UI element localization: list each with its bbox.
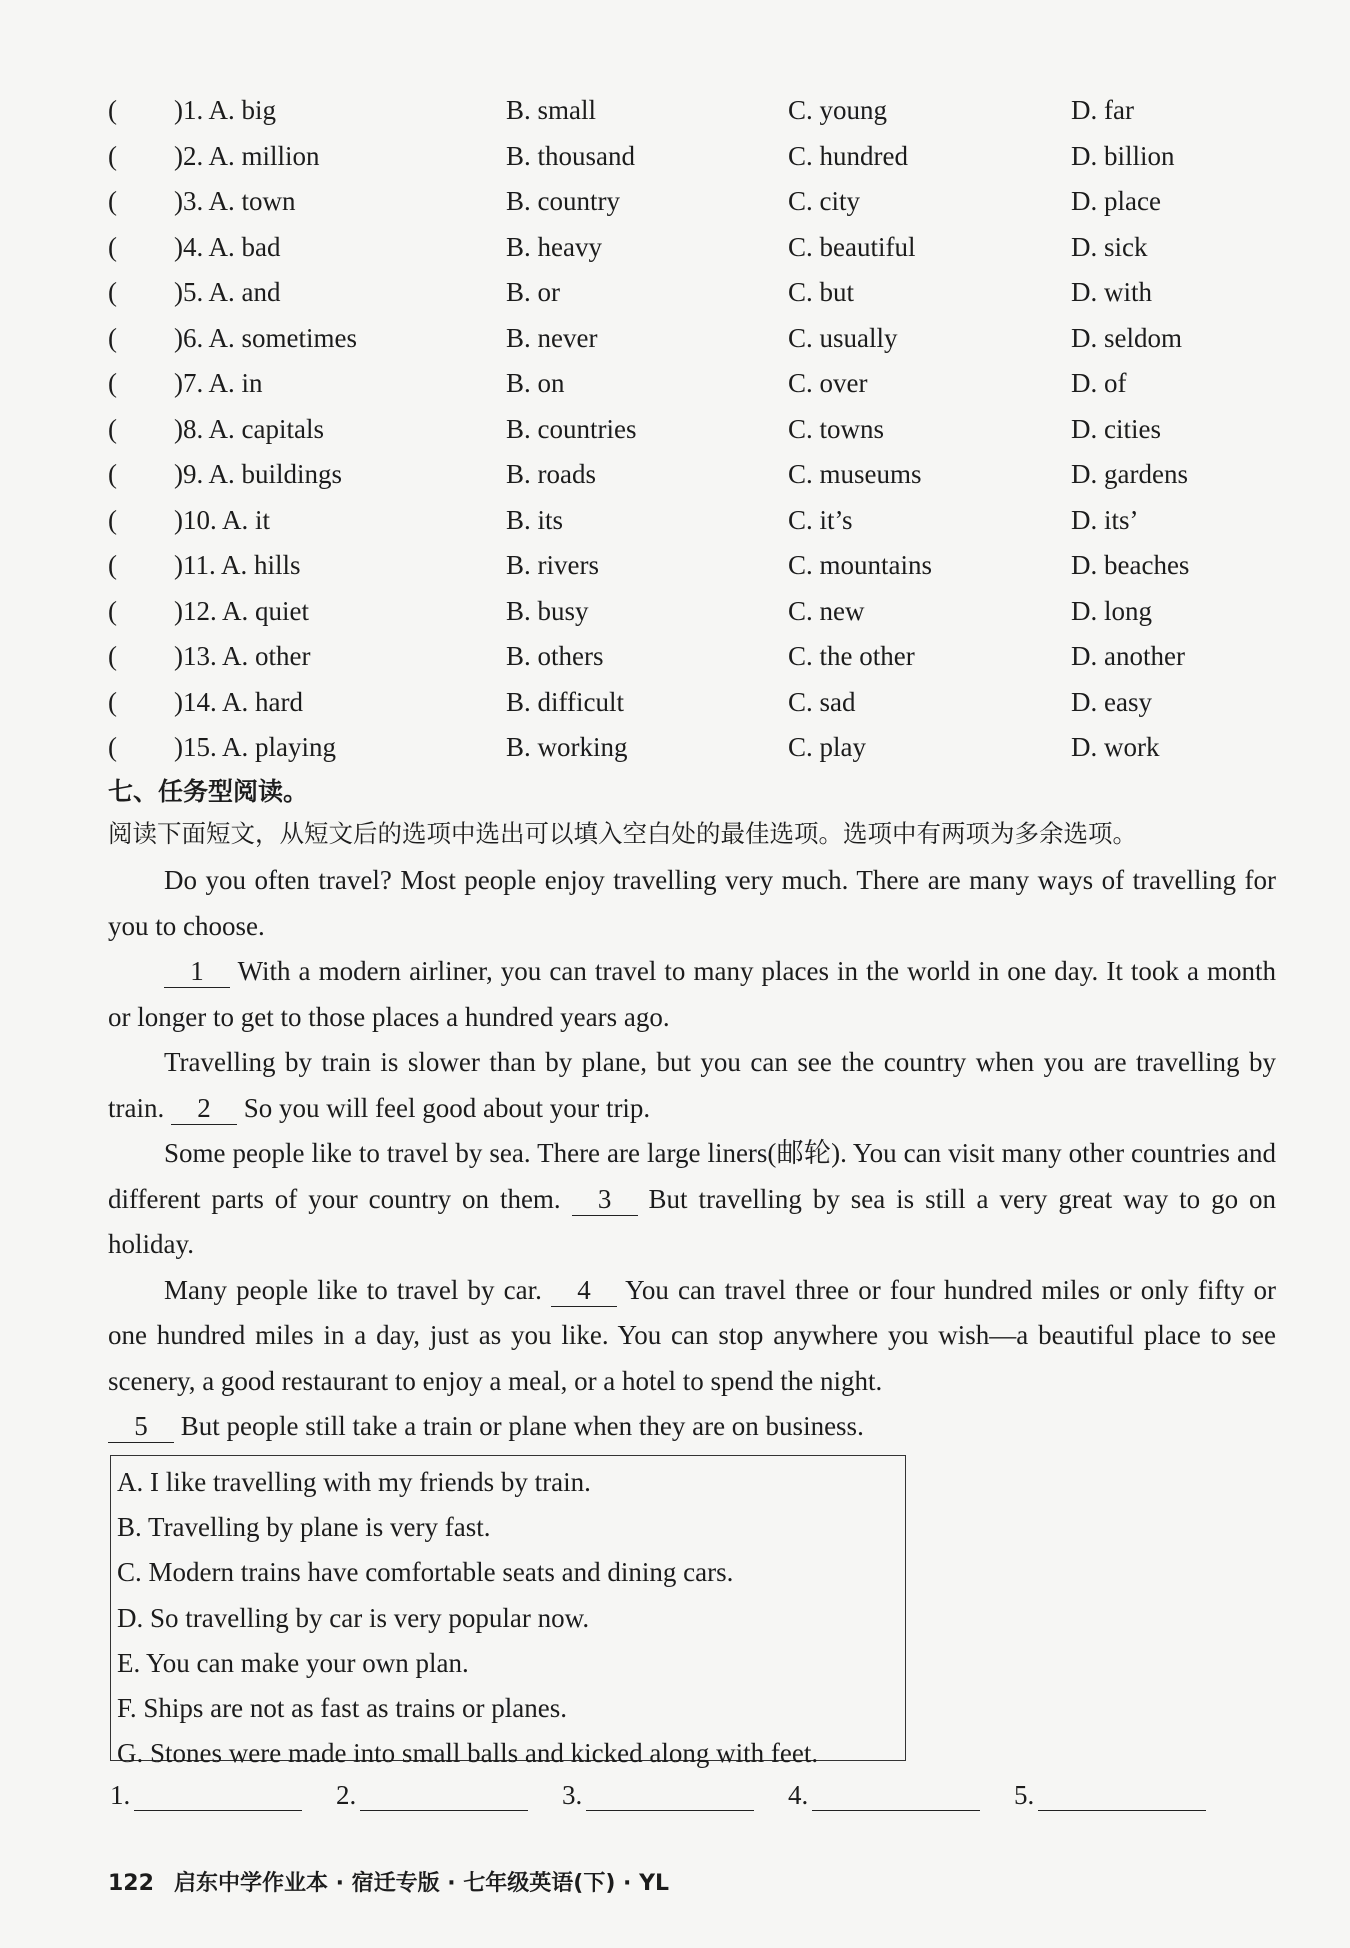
option-b-label: B. difficult — [506, 686, 624, 717]
option-a-label: )1. A. big — [174, 95, 277, 125]
answer-paren[interactable]: ( — [108, 368, 117, 398]
passage-text: You can travel three or four hundred miles or only fifty or one hundred miles in a day, just as you like. You can stop anywhere you wish—a beautiful place to see scenery, a good restaurant to enjoy a meal, or a hotel to spend the night. — [108, 1274, 1276, 1396]
answer-line[interactable] — [586, 1784, 754, 1811]
option-b-label: B. small — [506, 95, 597, 125]
option-c-label: C. sad — [788, 686, 856, 717]
answer-slot-5[interactable] — [1014, 1780, 1206, 1811]
option-a: A. I like travelling with my friends by train. — [117, 1467, 591, 1497]
option-d-label: D. cities — [1071, 413, 1161, 444]
passage-paragraph-2 — [108, 949, 1276, 1040]
option-d-label: D. of — [1071, 368, 1127, 398]
option-a-label: )3. A. town — [174, 186, 296, 216]
passage-paragraph-6 — [108, 1404, 1276, 1450]
answer-line[interactable] — [134, 1784, 302, 1811]
reading-passage — [108, 858, 1276, 1450]
question-row — [108, 725, 1308, 771]
option-c: C. Modern trains have comfortable seats and dining cars. — [117, 1557, 734, 1588]
option-a-label: )9. A. buildings — [174, 459, 343, 489]
answer-paren[interactable]: ( — [108, 459, 117, 489]
option-c-label: C. mountains — [788, 550, 933, 580]
answer-paren[interactable]: ( — [108, 595, 117, 626]
option-b-label: B. roads — [506, 459, 596, 489]
option-d-label: D. another — [1071, 641, 1185, 671]
option-d: D. So travelling by car is very popular now. — [117, 1602, 590, 1633]
option-a-label: )11. A. hills — [174, 550, 301, 580]
passage-text: With a modern airliner, you can travel to many places in the world in one day. It took a month or longer to get to those places a hundred years ago. — [108, 956, 1276, 1032]
answer-paren[interactable]: ( — [108, 277, 117, 307]
option-c-label: C. over — [788, 368, 868, 398]
option-e: E. You can make your own plan. — [117, 1647, 469, 1678]
answer-label: 4. — [788, 1780, 809, 1810]
question-row — [108, 225, 1308, 271]
option-a-label: )4. A. bad — [174, 231, 281, 262]
answer-label: 3. — [562, 1780, 583, 1810]
question-row — [108, 634, 1308, 680]
question-row — [108, 407, 1308, 453]
blank-5: 5 — [108, 1410, 174, 1443]
option-d-label: D. sick — [1071, 231, 1148, 262]
passage-paragraph-4 — [108, 1131, 1276, 1268]
question-row — [108, 498, 1308, 544]
option-a-label: )6. A. sometimes — [174, 322, 357, 353]
answer-row — [110, 1780, 1230, 1820]
passage-text: Many people like to travel by car. — [164, 1274, 551, 1305]
option-b-label: B. busy — [506, 595, 589, 626]
option-b-label: B. countries — [506, 413, 637, 444]
passage-text: But people still take a train or plane when they are on business. — [174, 1411, 864, 1441]
answer-slot-3[interactable] — [562, 1780, 754, 1811]
option-a-label: )8. A. capitals — [174, 413, 324, 444]
blank-3: 3 — [572, 1183, 638, 1216]
answer-line[interactable] — [812, 1784, 980, 1811]
option-c-label: C. but — [788, 277, 855, 307]
option-d-label: D. seldom — [1071, 322, 1182, 353]
answer-slot-1[interactable] — [110, 1780, 302, 1811]
question-row — [108, 270, 1308, 316]
option-d-label: D. easy — [1071, 686, 1152, 717]
option-c-label: C. hundred — [788, 140, 908, 171]
option-b-label: B. on — [506, 368, 565, 398]
answer-paren[interactable]: ( — [108, 186, 117, 216]
question-row — [108, 179, 1308, 225]
option-c-label: C. new — [788, 595, 865, 626]
passage-paragraph-5 — [108, 1268, 1276, 1405]
answer-paren[interactable]: ( — [108, 686, 117, 717]
option-a-label: )13. A. other — [174, 641, 311, 671]
question-row — [108, 88, 1308, 134]
option-b-label: B. others — [506, 641, 604, 671]
blank-2: 2 — [171, 1092, 237, 1125]
option-d-label: D. gardens — [1071, 459, 1188, 489]
option-c-label: C. towns — [788, 413, 885, 444]
option-d-label: D. with — [1071, 277, 1152, 307]
option-a-label: )7. A. in — [174, 368, 263, 398]
answer-slot-4[interactable] — [788, 1780, 980, 1811]
page-number: 122 — [108, 1871, 154, 1896]
answer-paren[interactable]: ( — [108, 732, 117, 762]
option-b-label: B. country — [506, 186, 620, 216]
blank-4: 4 — [551, 1274, 617, 1307]
answer-line[interactable] — [360, 1784, 528, 1811]
answer-paren[interactable]: ( — [108, 140, 117, 171]
option-c-label: C. city — [788, 186, 860, 216]
section-instruction: 阅读下面短文，从短文后的选项中选出可以填入空白处的最佳选项。选项中有两项为多余选项。 — [108, 819, 1137, 848]
option-d-label: D. long — [1071, 595, 1152, 626]
question-row — [108, 589, 1308, 635]
option-d-label: D. work — [1071, 732, 1160, 762]
passage-text: Some people like to travel by sea. There are large liners(邮轮). You can visit many other countries and different parts of your country on them. — [108, 1138, 1276, 1214]
option-d-label: D. billion — [1071, 140, 1175, 171]
question-row — [108, 680, 1308, 726]
option-b-label: B. working — [506, 732, 628, 762]
book-title: 启东中学作业本 · 宿迁专版 · 七年级英语(下) · YL — [173, 1871, 670, 1896]
answer-paren[interactable]: ( — [108, 231, 117, 262]
answer-paren[interactable]: ( — [108, 322, 117, 353]
options-box — [110, 1455, 906, 1769]
blank-1: 1 — [164, 955, 230, 988]
option-b-label: B. heavy — [506, 231, 602, 262]
option-a-label: )10. A. it — [174, 504, 271, 535]
answer-line[interactable] — [1038, 1784, 1206, 1811]
passage-text: But travelling by sea is still a very great way to go on holiday. — [108, 1183, 1276, 1259]
multiple-choice-list — [108, 88, 1308, 771]
option-b-label: B. rivers — [506, 550, 599, 580]
question-row — [108, 316, 1308, 362]
section-title: 七、任务型阅读。 — [108, 777, 309, 806]
option-b: B. Travelling by plane is very fast. — [117, 1512, 491, 1543]
option-d-label: D. its’ — [1071, 504, 1139, 535]
option-c-label: C. museums — [788, 459, 922, 489]
answer-label: 5. — [1014, 1780, 1035, 1810]
answer-label: 2. — [336, 1780, 357, 1810]
option-a-label: )12. A. quiet — [174, 595, 309, 626]
passage-text: So you will feel good about your trip. — [236, 1092, 651, 1123]
option-a-label: )5. A. and — [174, 277, 281, 307]
question-row — [108, 361, 1308, 407]
option-b-label: B. thousand — [506, 140, 636, 171]
option-b-label: B. never — [506, 322, 598, 353]
option-c-label: C. play — [788, 732, 866, 762]
option-b-label: B. or — [506, 277, 560, 307]
answer-slot-2[interactable] — [336, 1780, 528, 1811]
option-d-label: D. beaches — [1071, 550, 1190, 580]
option-a-label: )2. A. million — [174, 140, 320, 171]
option-d-label: D. far — [1071, 95, 1134, 125]
answer-paren[interactable]: ( — [108, 504, 117, 535]
option-c-label: C. young — [788, 95, 888, 125]
option-b-label: B. its — [506, 504, 564, 535]
answer-paren[interactable]: ( — [108, 641, 117, 671]
question-row — [108, 452, 1308, 498]
passage-paragraph-1: Do you often travel? Most people enjoy travelling very much. There are many ways of travelling for you to choose. — [108, 865, 1276, 941]
option-c-label: C. usually — [788, 322, 898, 353]
option-c-label: C. beautiful — [788, 231, 916, 262]
option-a-label: )15. A. playing — [174, 732, 336, 762]
question-row — [108, 543, 1308, 589]
option-f: F. Ships are not as fast as trains or planes. — [117, 1693, 568, 1724]
answer-paren[interactable]: ( — [108, 95, 117, 125]
answer-paren[interactable]: ( — [108, 413, 117, 444]
answer-paren[interactable]: ( — [108, 550, 117, 580]
option-d-label: D. place — [1071, 186, 1161, 216]
answer-label: 1. — [110, 1780, 131, 1810]
passage-paragraph-3 — [108, 1040, 1276, 1131]
option-g: G. Stones were made into small balls and kicked along with feet. — [117, 1738, 819, 1769]
option-c-label: C. the other — [788, 641, 915, 671]
page-footer — [108, 1866, 669, 1897]
passage-text: Travelling by train is slower than by plane, but you can see the country when you are travelling by train. — [108, 1047, 1276, 1123]
question-row — [108, 134, 1308, 180]
option-c-label: C. it’s — [788, 504, 853, 535]
option-a-label: )14. A. hard — [174, 686, 303, 717]
